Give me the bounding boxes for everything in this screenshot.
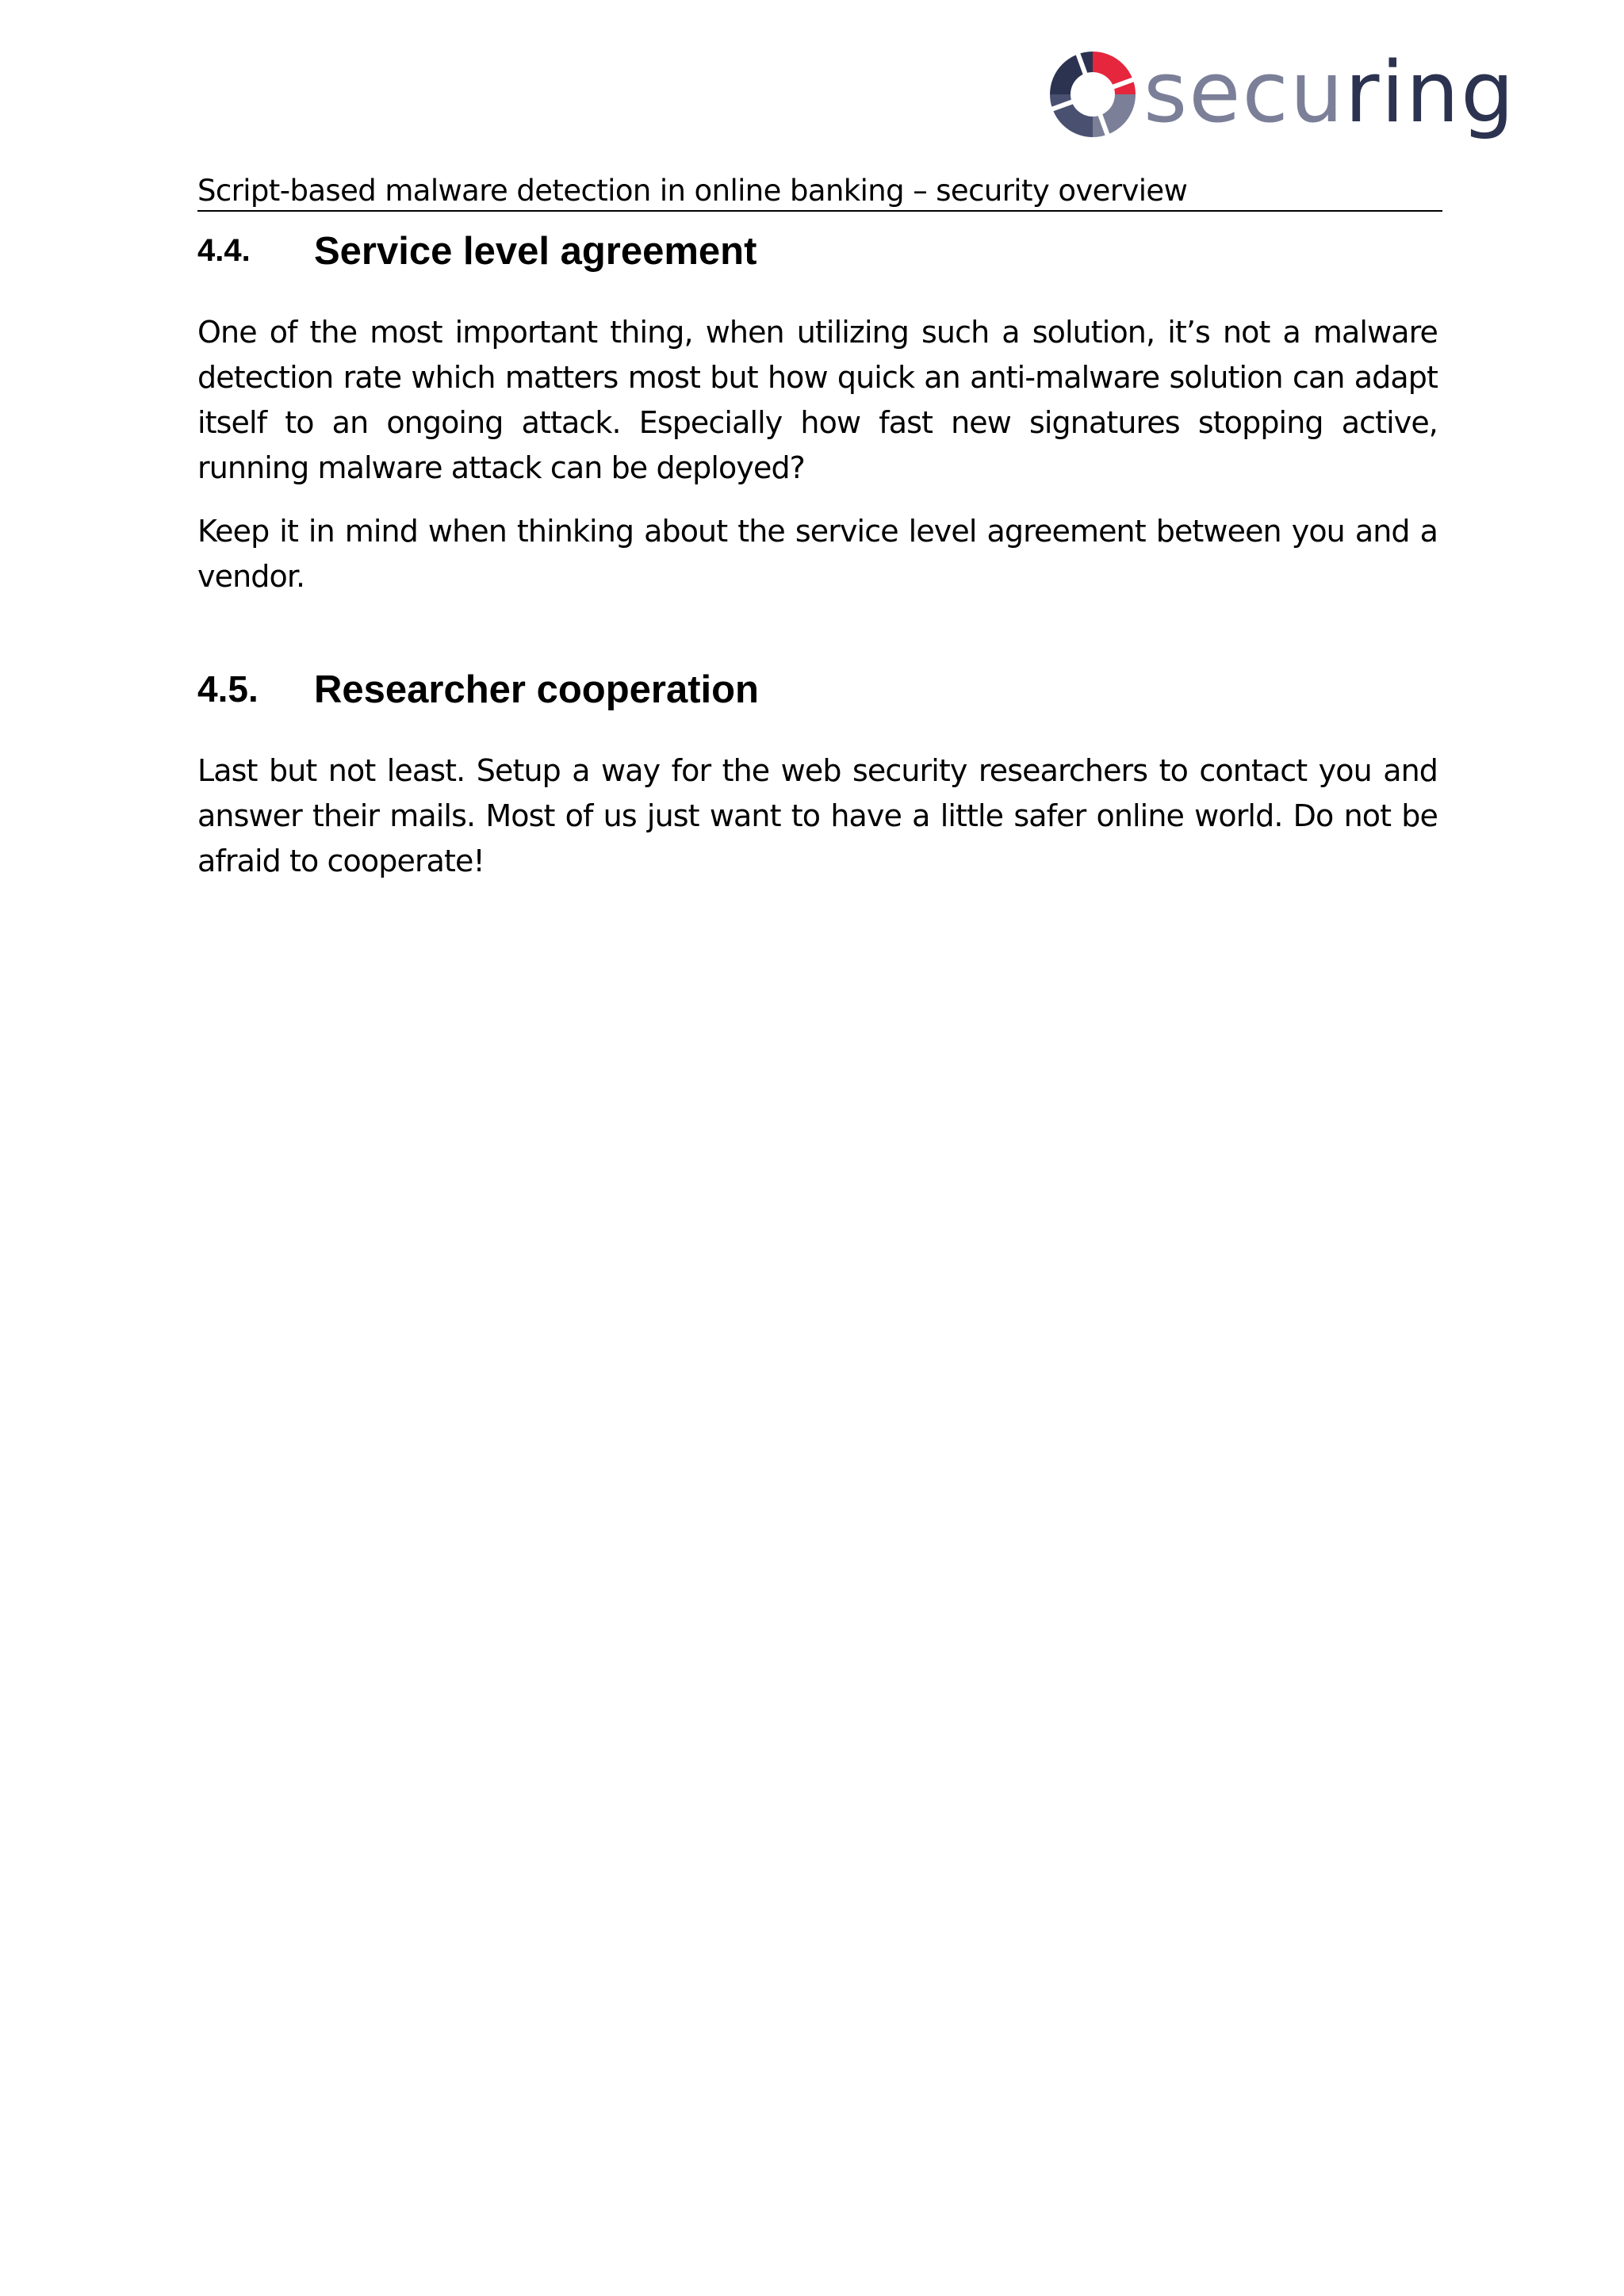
section-title: Service level agreement: [314, 230, 757, 273]
logo-text-dark: ring: [1344, 44, 1516, 141]
paragraph-sla-1: One of the most important thing, when utilizing such a solution, it’s not a malware detection rate which matters most but how quick an anti-malware solution can adapt itself to an ongoing attack. Especially how fast new signatures stopping active, running malware attack can be deployed?: [197, 315, 1438, 485]
section-title: Researcher cooperation: [314, 668, 759, 711]
paragraph-researcher-1: Last but not least. Setup a way for the web security researchers to contact you and answer their mails. Most of us just want to have a little safer online world. Do not be afraid to cooperate!: [197, 753, 1438, 878]
section-number: 4.4.: [197, 233, 251, 268]
paragraph-sla-2: Keep it in mind when thinking about the service level agreement between you and a vendor.: [197, 514, 1438, 594]
document-running-header: [197, 165, 1442, 212]
logo-text-light: secu: [1143, 44, 1345, 141]
logo-wordmark: [1143, 41, 1515, 144]
securing-logo-mark: [1045, 47, 1140, 142]
securing-logo: [1045, 43, 1516, 146]
document-title: Script-based malware detection in online banking – security overview: [197, 174, 1188, 208]
section-number: 4.5.: [197, 668, 259, 710]
